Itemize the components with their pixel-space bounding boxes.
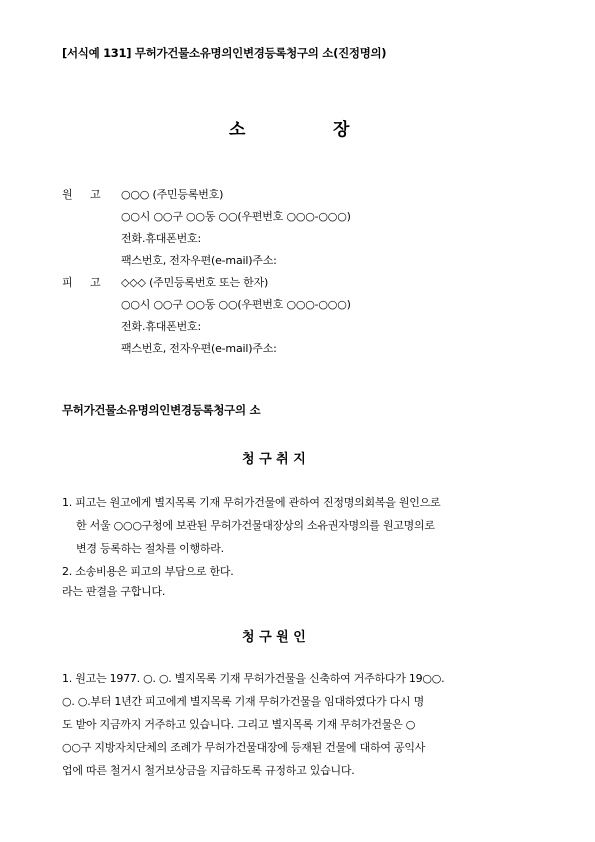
claim-purpose-line: 1. 피고는 원고에게 별지목록 기재 무허가건물에 관하여 진정명의회복을 원인으로 [62, 496, 441, 509]
claim-purpose-heading: 청 구 취 지 [242, 452, 306, 467]
defendant-fax-email: 팩스번호, 전자우편(e-mail)주소: [121, 342, 277, 355]
claim-cause-line: ○○구 지방자치단체의 조례가 무허가건물대장에 등재된 건물에 대하여 공익사 [62, 741, 426, 754]
form-title: [서식예 131] 무허가건물소유명의인변경등록청구의 소(진정명의) [62, 46, 387, 60]
claim-purpose-line: 변경 등록하는 절차를 이행하라. [76, 542, 224, 555]
defendant-address: ○○시 ○○구 ○○동 ○○(우편번호 ○○○-○○○) [121, 298, 351, 311]
case-name: 무허가건물소유명의인변경등록청구의 소 [62, 403, 261, 417]
claim-cause-line: ○. ○.부터 1년간 피고에게 별지목록 기재 무허가건물을 임대하였다가 다시 명 [62, 695, 425, 708]
defendant-name: ◇◇◇ (주민등록번호 또는 한자) [121, 276, 269, 289]
plaintiff-phone: 전화․휴대폰번호: [121, 232, 201, 245]
claim-cause-line: 업에 따른 철거시 철거보상금을 지급하도록 규정하고 있습니다. [62, 764, 355, 777]
plaintiff-role-char-2: 고 [90, 188, 101, 201]
defendant-phone: 전화․휴대폰번호: [121, 320, 201, 333]
claim-purpose-line: 2. 소송비용은 피고의 부담으로 한다. [62, 565, 234, 578]
defendant-role-char-1: 피 [62, 276, 73, 289]
plaintiff-fax-email: 팩스번호, 전자우편(e-mail)주소: [121, 254, 277, 267]
defendant-role-char-2: 고 [90, 276, 101, 289]
claim-purpose-line: 라는 판결을 구합니다. [62, 585, 166, 598]
claim-cause-heading: 청 구 원 인 [242, 630, 306, 645]
plaintiff-role-char-1: 원 [62, 188, 73, 201]
doc-title-char-1: 소 [229, 120, 246, 140]
plaintiff-address: ○○시 ○○구 ○○동 ○○(우편번호 ○○○-○○○) [121, 210, 351, 223]
claim-purpose-line: 한 서울 ○○○구청에 보관된 무허가건물대장상의 소유권자명의를 원고명의로 [76, 519, 435, 532]
plaintiff-name: ○○○ (주민등록번호) [121, 188, 224, 201]
claim-cause-line: 도 받아 지금까지 거주하고 있습니다. 그리고 별지목록 기재 무허가건물은 ○ [62, 718, 416, 731]
doc-title-char-2: 장 [333, 120, 350, 140]
claim-cause-line: 1. 원고는 1977. ○. ○. 별지목록 기재 무허가건물을 신축하여 거주하다가 19○○. [62, 672, 445, 685]
